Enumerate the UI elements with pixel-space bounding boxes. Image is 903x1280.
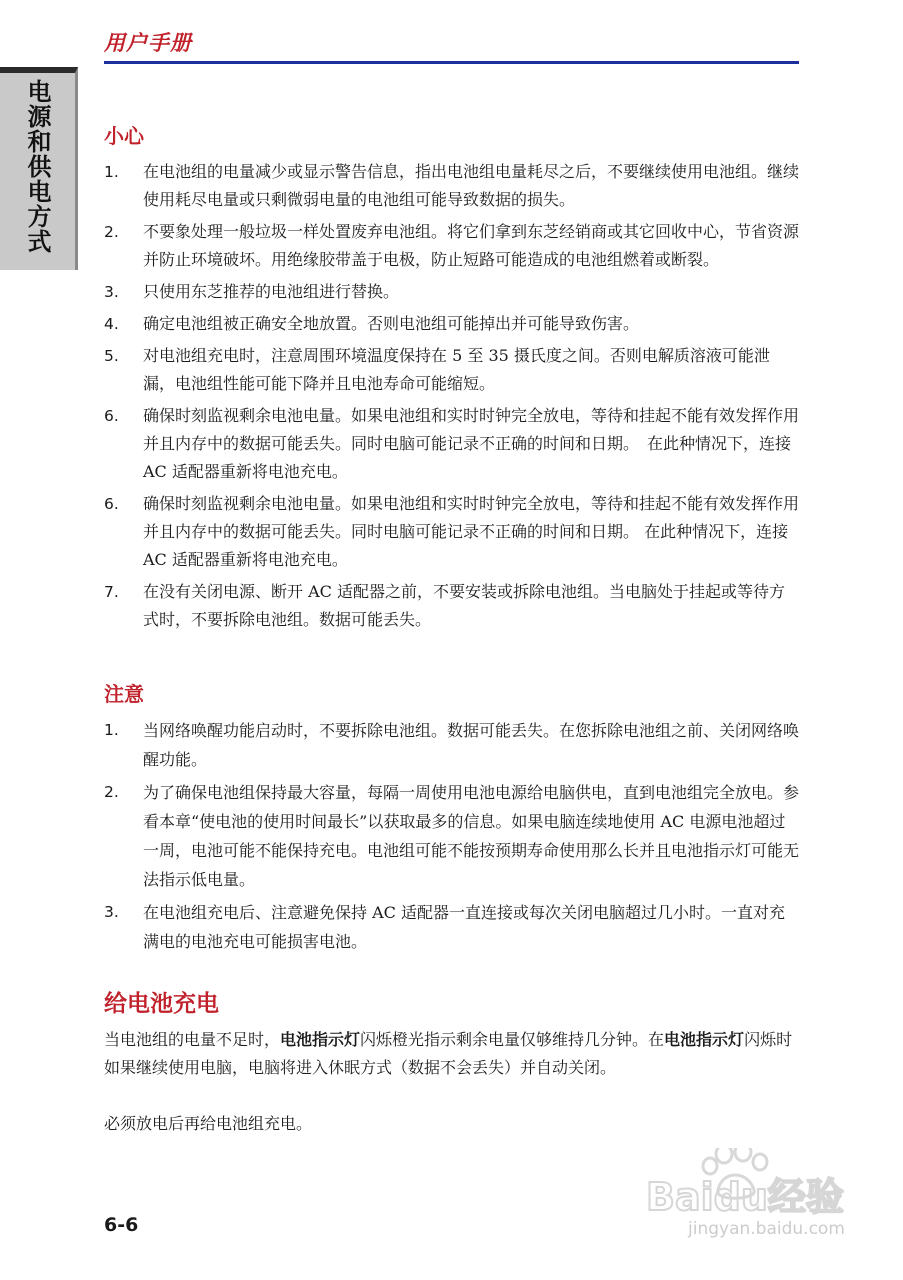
charging-text: 闪烁橙光指示剩余电量仅够维持几分钟。在 [360,1030,665,1049]
header-rule [104,61,799,64]
baidu-jingyan-watermark [644,1148,884,1240]
caution-list [104,158,800,634]
caution-item [104,490,800,574]
caution-item-text: 不要象处理一般垃圾一样处置废弃电池组。将它们拿到东芝经销商或其它回收中心，节省资源并防止环境破坏。用绝缘胶带盖于电极，防止短路可能造成的电池组燃着或断裂。 [143,222,800,269]
caution-item [104,218,800,274]
chapter-side-tab [0,67,78,270]
caution-item-text: 在没有关闭电源、断开 AC 适配器之前，不要安装或拆除电池组。当电脑处于挂起或等待方式时，不要拆除电池组。数据可能丢失。 [143,582,785,629]
caution-item [104,402,800,486]
charging-note: 必须放电后再给电池组充电。 [104,1114,313,1133]
caution-item-number: 6. [104,495,119,513]
charging-paragraph [104,1026,800,1082]
caution-item-number: 3. [104,283,119,301]
battery-indicator-term: 电池指示灯 [664,1030,745,1049]
note-item-number: 3. [104,903,119,921]
caution-item-text: 在电池组的电量减少或显示警告信息，指出电池组电量耗尽之后，不要继续使用电池组。继续使用耗尽电量或只剩微弱电量的电池组可能导致数据的损失。 [143,162,800,209]
caution-item-number: 1. [104,163,119,181]
charging-text: 当电池组的电量不足时， [104,1030,281,1049]
charging-text: 闪烁时如果继续使用电脑，电脑将进入休眠方式（数据不会丢失）并自动关闭。 [104,1030,793,1077]
note-item-text: 当网络唤醒功能启动时，不要拆除电池组。数据可能丢失。在您拆除电池组之前、关闭网络唤醒功能。 [143,721,800,769]
note-item [104,898,800,956]
page-number: 6-6 [104,1214,139,1236]
caution-item [104,310,800,338]
battery-indicator-term: 电池指示灯 [280,1030,361,1049]
note-item [104,778,800,894]
charging-heading: 给电池充电 [104,991,219,1017]
caution-item [104,278,800,306]
caution-item [104,342,800,398]
note-list [104,716,800,956]
caution-item-number: 2. [104,223,119,241]
watermark-url: jingyan.baidu.com [688,1219,845,1239]
note-item-text: 在电池组充电后、注意避免保持 AC 适配器一直连接或每次关闭电脑超过几小时。一直对充满电的电池充电可能损害电池。 [143,903,785,951]
header-title: 用户手册 [104,31,192,55]
caution-item-text: 确保时刻监视剩余电池电量。如果电池组和实时时钟完全放电，等待和挂起不能有效发挥作用并且内存中的数据可能丢失。同时电脑可能记录不正确的时间和日期。 在此种情况下，连接 AC 适配器重新将电池充电。 [143,406,800,481]
note-item [104,716,800,774]
note-item-number: 2. [104,783,119,801]
caution-item-text: 只使用东芝推荐的电池组进行替换。 [143,282,400,301]
caution-item-text: 确保时刻监视剩余电池电量。如果电池组和实时时钟完全放电，等待和挂起不能有效发挥作用并且内存中的数据可能丢失。同时电脑可能记录不正确的时间和日期。 在此种情况下，连接 AC 适配器重新将电池充电。 [143,494,800,569]
caution-item [104,158,800,214]
watermark-brand: Baidu经验 [646,1175,844,1219]
note-item-number: 1. [104,721,119,739]
caution-item-number: 6. [104,407,119,425]
caution-item-text: 确定电池组被正确安全地放置。否则电池组可能掉出并可能导致伤害。 [143,314,640,333]
caution-item-number: 7. [104,583,119,601]
caution-item [104,578,800,634]
note-heading: 注意 [104,682,144,706]
caution-item-number: 5. [104,347,119,365]
caution-item-text: 对电池组充电时，注意周围环境温度保持在 5 至 35 摄氏度之间。否则电解质溶液可能泄漏，电池组性能可能下降并且电池寿命可能缩短。 [143,346,770,393]
caution-heading: 小心 [104,124,144,148]
chapter-side-tab-label: 电源和供电方式 [23,79,51,254]
note-item-text: 为了确保电池组保持最大容量，每隔一周使用电池电源给电脑供电，直到电池组完全放电。参看本章“使电池的使用时间最长”以获取最多的信息。如果电脑连续地使用 AC 电源电池超过一周，电池可能不能保持充电。电池组可能不能按预期寿命使用那么长并且电池指示灯可能无法指示低电量。 [143,783,800,889]
caution-item-number: 4. [104,315,119,333]
